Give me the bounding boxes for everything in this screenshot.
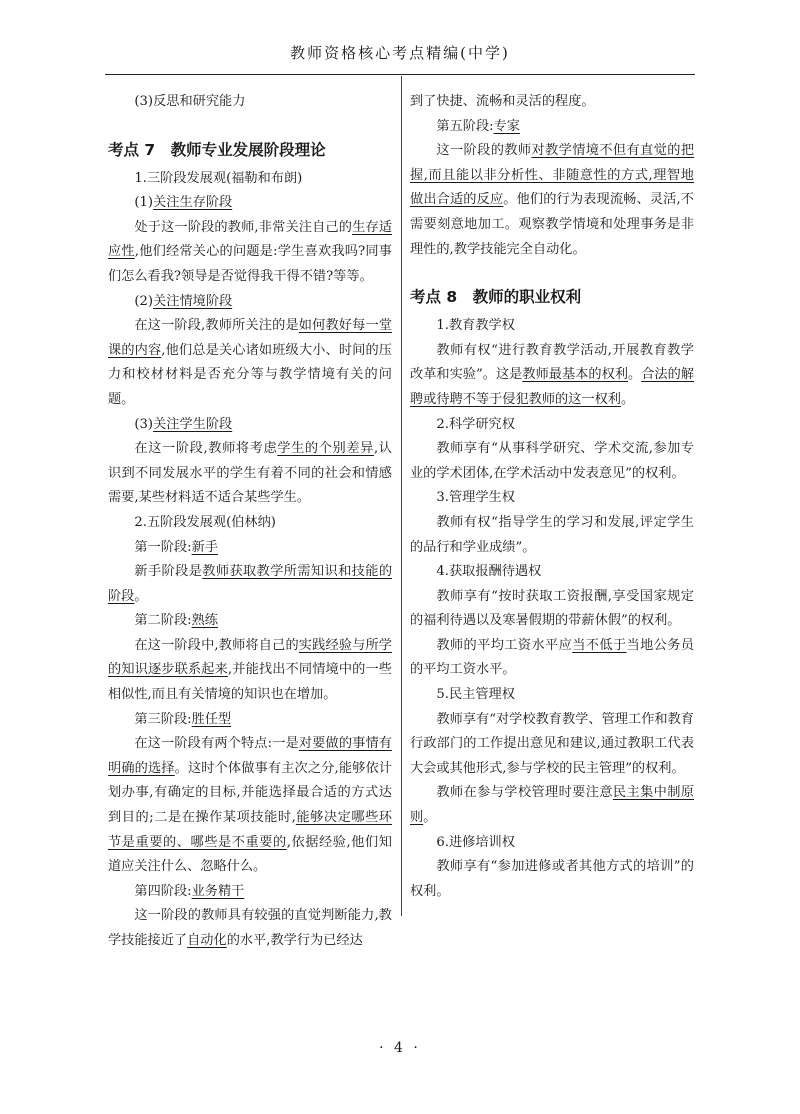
paragraph: 教师享有“参加进修或者其他方式的培训”的权利。 (410, 859, 694, 899)
subheading: 第四阶段:业务精干 (134, 883, 245, 899)
subheading: 4.获取报酬待遇权 (436, 564, 542, 580)
subheading: 第五阶段:专家 (436, 118, 520, 134)
header-rule (105, 74, 695, 75)
subheading: 第二阶段:熟练 (134, 613, 218, 629)
paragraph: 在这一阶段,教师所关注的是如何教好每一堂课的内容,他们总是关心诸如班级大小、时间的压力和校材材料是否充分等与教学情境有关的问题。 (108, 318, 392, 407)
paragraph: 教师在参与学校管理时要注意民主集中制原则。 (410, 785, 695, 826)
subheading: 1.三阶段发展观(福勒和布朗) (134, 170, 303, 186)
subheading: 2.科学研究权 (436, 416, 515, 432)
section-heading-8: 考点 8 教师的职业权利 (410, 288, 582, 307)
subheading: (2)关注情境阶段 (134, 293, 233, 309)
paragraph: 教师享有“从事科学研究、学术交流,参加专业的学术团体,在学术活动中发表意见”的权利。 (410, 441, 694, 481)
subheading: 3.管理学生权 (436, 490, 515, 506)
list-item: (3)反思和研究能力 (134, 94, 246, 109)
paragraph: 教师有权“进行教育教学活动,开展教育教学改革和实验”。这是教师最基本的权利。合法的解聘或待聘不等于侵犯教师的这一权利。 (410, 342, 695, 407)
paragraph: 在这一阶段,教师将考虑学生的个别差异,认识到不同发展水平的学生有着不同的社会和情感需要,某些材料适不适合某些学生。 (108, 441, 392, 506)
paragraph: 教师享有“对学校教育教学、管理工作和教育行政部门的工作提出意见和建议,通过教职工代表大会或其他形式,参与学校的民主管理”的权利。 (410, 711, 694, 776)
subheading: 第一阶段:新手 (134, 539, 218, 555)
paragraph: 这一阶段的教师对教学情境不但有直觉的把握,而且能以非分析性、非随意性的方式,理智地做出合适的反应。他们的行为表现流畅、灵活,不需要刻意地加工。观察教学情境和处理事务是非理性的,教学技能完全自动化。 (410, 143, 695, 257)
paragraph: 处于这一阶段的教师,非常关注自己的生存适应性,他们经常关心的问题是:学生喜欢我吗?同事们怎么看我?领导是否觉得我干得不错?等等。 (108, 219, 393, 284)
subheading: 6.进修培训权 (436, 834, 515, 850)
left-column (108, 90, 392, 954)
running-header: 教师资格核心考点精编(中学) (290, 44, 510, 62)
paragraph: 教师的平均工资水平应当不低于当地公务员的平均工资水平。 (410, 637, 695, 678)
paragraph: 新手阶段是教师获取教学所需知识和技能的阶段。 (108, 564, 393, 604)
paragraph: 这一阶段的教师具有较强的直觉判断能力,教学技能接近了自动化的水平,教学行为已经达 (108, 908, 392, 948)
subheading: 2.五阶段发展观(伯林纳) (134, 514, 276, 530)
subheading: 1.教育教学权 (436, 318, 515, 334)
section-heading-7: 考点 7 教师专业发展阶段理论 (108, 140, 326, 159)
paragraph: 到了快捷、流畅和灵活的程度。 (410, 94, 595, 109)
paragraph: 在这一阶段中,教师将自己的实践经验与所学的知识逐步联系起来,并能找出不同情境中的一些相似性,而且有关情境的知识也在增加。 (108, 637, 392, 703)
subheading: (3)关注学生阶段 (134, 416, 233, 432)
paragraph: 教师享有“按时获取工资报酬,享受国家规定的福利待遇以及寒暑假期的带薪休假”的权利。 (410, 588, 694, 629)
paragraph: 教师有权“指导学生的学习和发展,评定学生的品行和学业成绩”。 (410, 514, 694, 555)
subheading: 第三阶段:胜任型 (134, 711, 232, 727)
paragraph: 在这一阶段有两个特点:一是对要做的事情有明确的选择。这时个体做事有主次之分,能够依计划办事,有确定的目标,并能选择最合适的方式达到目的;二是在操作某项技能时,能够决定哪些环节是重要的、哪些是不重要的,依据经验,他们知道应关注什么、忽略什么。 (108, 736, 392, 875)
page-number: · 4 · (379, 1040, 421, 1056)
subheading: 5.民主管理权 (436, 687, 515, 703)
column-divider (401, 76, 402, 916)
right-column (410, 90, 694, 904)
subheading: (1)关注生存阶段 (134, 195, 233, 211)
